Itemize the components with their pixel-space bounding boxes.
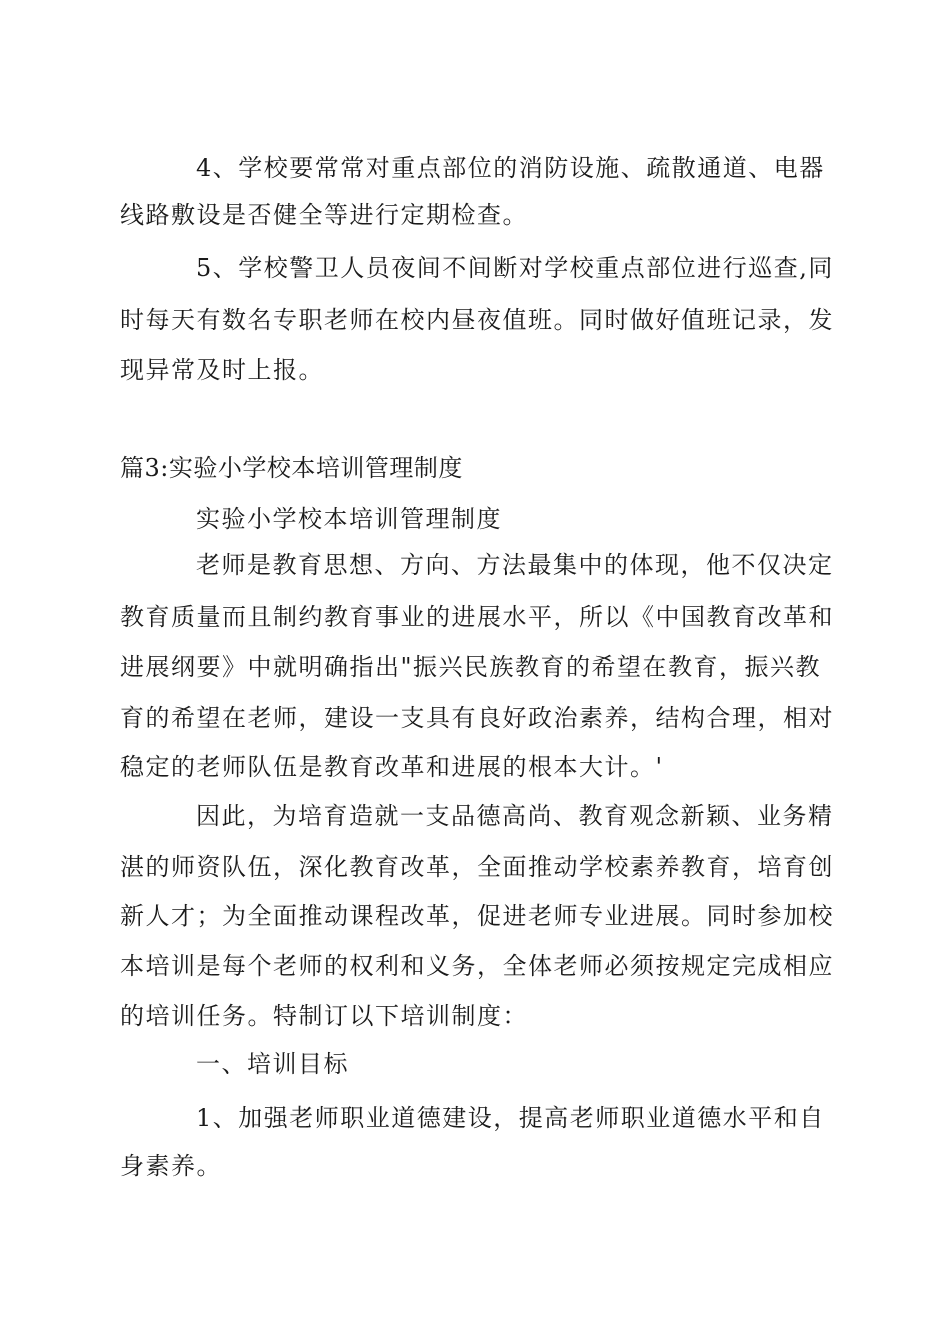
paragraph-4-line-1: 4、学校要常常对重点部位的消防设施、疏散通道、电器 — [196, 154, 825, 182]
goal-1-line-2: 身素养。 — [120, 1152, 222, 1180]
paragraph-5-line-1: 5、学校警卫人员夜间不间断对学校重点部位进行巡查,同 — [196, 254, 834, 282]
paragraph-5-line-3: 现异常及时上报。 — [120, 356, 324, 384]
purpose-line-5: 的培训任务。特制订以下培训制度： — [120, 1002, 528, 1030]
purpose-line-3: 新人才；为全面推动课程改革，促进老师专业进展。同时参加校 — [120, 902, 834, 930]
section-heading: 篇3:实验小学校本培训管理制度 — [120, 454, 463, 482]
paragraph-4-line-2: 线路敷设是否健全等进行定期检查。 — [120, 201, 528, 229]
intro-line-2: 教育质量而且制约教育事业的进展水平，所以《中国教育改革和 — [120, 603, 834, 631]
intro-line-4: 育的希望在老师，建设一支具有良好政治素养，结构合理，相对 — [120, 704, 834, 732]
purpose-line-2: 湛的师资队伍，深化教育改革，全面推动学校素养教育，培育创 — [120, 853, 834, 881]
paragraph-5-line-2: 时每天有数名专职老师在校内昼夜值班。同时做好值班记录，发 — [120, 306, 834, 334]
subheading-training-goals: 一、培训目标 — [196, 1050, 349, 1078]
intro-line-3: 进展纲要》中就明确指出"振兴民族教育的希望在教育，振兴教 — [120, 653, 822, 681]
section-title: 实验小学校本培训管理制度 — [196, 505, 502, 533]
intro-line-5: 稳定的老师队伍是教育改革和进展的根本大计。' — [120, 753, 664, 781]
purpose-line-1: 因此，为培育造就一支品德高尚、教育观念新颖、业务精 — [196, 802, 834, 830]
intro-line-1: 老师是教育思想、方向、方法最集中的体现，他不仅决定 — [196, 551, 834, 579]
goal-1-line-1: 1、加强老师职业道德建设，提高老师职业道德水平和自 — [196, 1104, 825, 1132]
purpose-line-4: 本培训是每个老师的权利和义务，全体老师必须按规定完成相应 — [120, 952, 834, 980]
